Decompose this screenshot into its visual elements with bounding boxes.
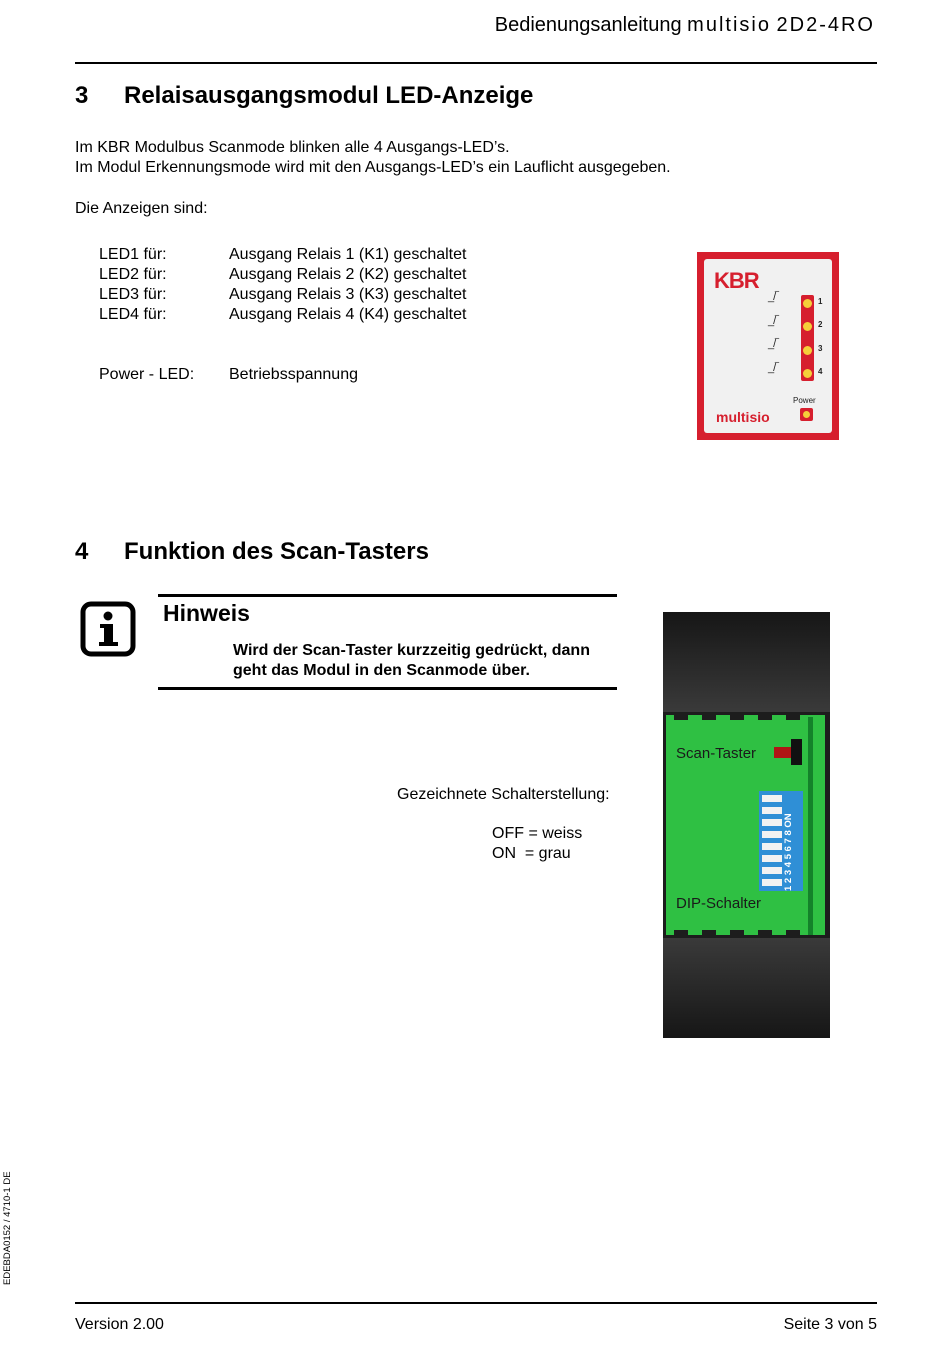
led-label: LED4 für: (99, 306, 167, 323)
relay-switch-icon: _/‾ (768, 291, 778, 303)
led-row-1 (99, 245, 466, 265)
notch (674, 930, 688, 935)
footer-rule (75, 1302, 877, 1304)
led-label: LED3 für: (99, 286, 167, 303)
section4-number: 4 (75, 538, 89, 565)
section3-title: Relaisausgangsmodul LED-Anzeige (124, 82, 534, 109)
device-rail (808, 717, 813, 935)
device-image (663, 612, 830, 1038)
power-led-row (99, 365, 358, 385)
notch (730, 930, 744, 935)
device-top-cover (663, 612, 830, 712)
multisio-brand: multisio (716, 409, 770, 425)
relay-switch-icon: _/‾ (768, 362, 778, 374)
header-rule (75, 62, 877, 64)
footer-version: Version 2.00 (75, 1316, 164, 1333)
notch (758, 930, 772, 935)
led-desc: Ausgang Relais 1 (K1) geschaltet (229, 246, 467, 263)
dip-switch-2 (762, 867, 782, 874)
scan-taster-housing (791, 739, 802, 765)
dip-switch-4 (762, 843, 782, 850)
notch (758, 715, 772, 720)
kbr-panel-face (704, 259, 832, 433)
led-label: LED1 für: (99, 246, 167, 263)
notch (786, 930, 800, 935)
notch (674, 715, 688, 720)
led-row-4 (99, 305, 466, 325)
dip-on-label: ON (783, 813, 794, 828)
kbr-panel-image (697, 252, 839, 440)
led-row-3 (99, 285, 466, 305)
dip-switch-3 (762, 855, 782, 862)
device-bottom-cover (663, 938, 830, 1038)
dip-labels (783, 791, 794, 891)
led-desc: Ausgang Relais 4 (K4) geschaltet (229, 306, 467, 323)
section3-paragraph-line2: Im Modul Erkennungsmode wird mit den Ausgangs-LED’s ein Lauflicht ausgegeben. (75, 159, 671, 176)
led-strip (801, 295, 814, 381)
footer-page-number: Seite 3 von 5 (783, 1316, 877, 1333)
led-2-indicator (803, 322, 812, 331)
dip-switch-8 (762, 795, 782, 802)
relay-switch-icon: _/‾ (768, 315, 778, 327)
dip-switch-5 (762, 831, 782, 838)
led-number-3: 3 (818, 344, 823, 353)
dip-schalter-label: DIP-Schalter (676, 895, 762, 912)
dip-switch-block (759, 791, 803, 891)
device-green-panel (666, 715, 825, 935)
led-3-indicator (803, 346, 812, 355)
led-number-1: 1 (818, 297, 823, 306)
dip-switch-7 (762, 807, 782, 814)
dip-switch-1 (762, 879, 782, 886)
led-4-indicator (803, 369, 812, 378)
device-body (663, 712, 830, 938)
section3-number: 3 (75, 82, 89, 109)
led-label: LED2 für: (99, 266, 167, 283)
on-legend: ON = grau (492, 845, 571, 862)
led-number-2: 2 (818, 320, 823, 329)
led-desc: Ausgang Relais 2 (K2) geschaltet (229, 266, 467, 283)
led-desc: Ausgang Relais 3 (K3) geschaltet (229, 286, 467, 303)
header-title-product: multisio (687, 14, 771, 36)
notch (702, 715, 716, 720)
info-icon (80, 601, 136, 657)
header-title-model: 2D2-4RO (776, 14, 875, 36)
power-led-label: Power - LED: (99, 366, 195, 383)
header-title-prefix: Bedienungsanleitung (494, 14, 682, 36)
hint-line-2: geht das Modul in den Scanmode über. (233, 662, 530, 679)
scan-taster-label: Scan-Taster (676, 745, 757, 762)
dip-numbers: 1 2 3 4 5 6 7 8 (783, 830, 794, 891)
led-number-4: 4 (818, 367, 823, 376)
power-label: Power (793, 396, 816, 405)
relay-switch-icon: _/‾ (768, 338, 778, 350)
notch (730, 715, 744, 720)
power-led-desc: Betriebsspannung (229, 366, 358, 383)
notch (702, 930, 716, 935)
power-led-indicator (800, 408, 813, 421)
led-1-indicator (803, 299, 812, 308)
scan-taster-button (774, 747, 792, 758)
header-title (495, 14, 875, 37)
switch-caption: Gezeichnete Schalterstellung: (397, 786, 610, 803)
hint-title: Hinweis (163, 600, 250, 626)
hint-text (233, 641, 590, 681)
section3-intro: Die Anzeigen sind: (75, 200, 208, 217)
kbr-logo: KBR (714, 268, 759, 293)
dip-switch-6 (762, 819, 782, 826)
document-id: EDEBDA0152 / 4710-1 DE (2, 1171, 13, 1285)
led-row-2 (99, 265, 466, 285)
section4-title: Funktion des Scan-Tasters (124, 538, 429, 565)
off-legend: OFF = weiss (492, 825, 583, 842)
hint-line-1: Wird der Scan-Taster kurzzeitig gedrückt, dann (233, 642, 590, 659)
notch (786, 715, 800, 720)
section3-paragraph-line1: Im KBR Modulbus Scanmode blinken alle 4 Ausgangs-LED’s. (75, 139, 510, 156)
